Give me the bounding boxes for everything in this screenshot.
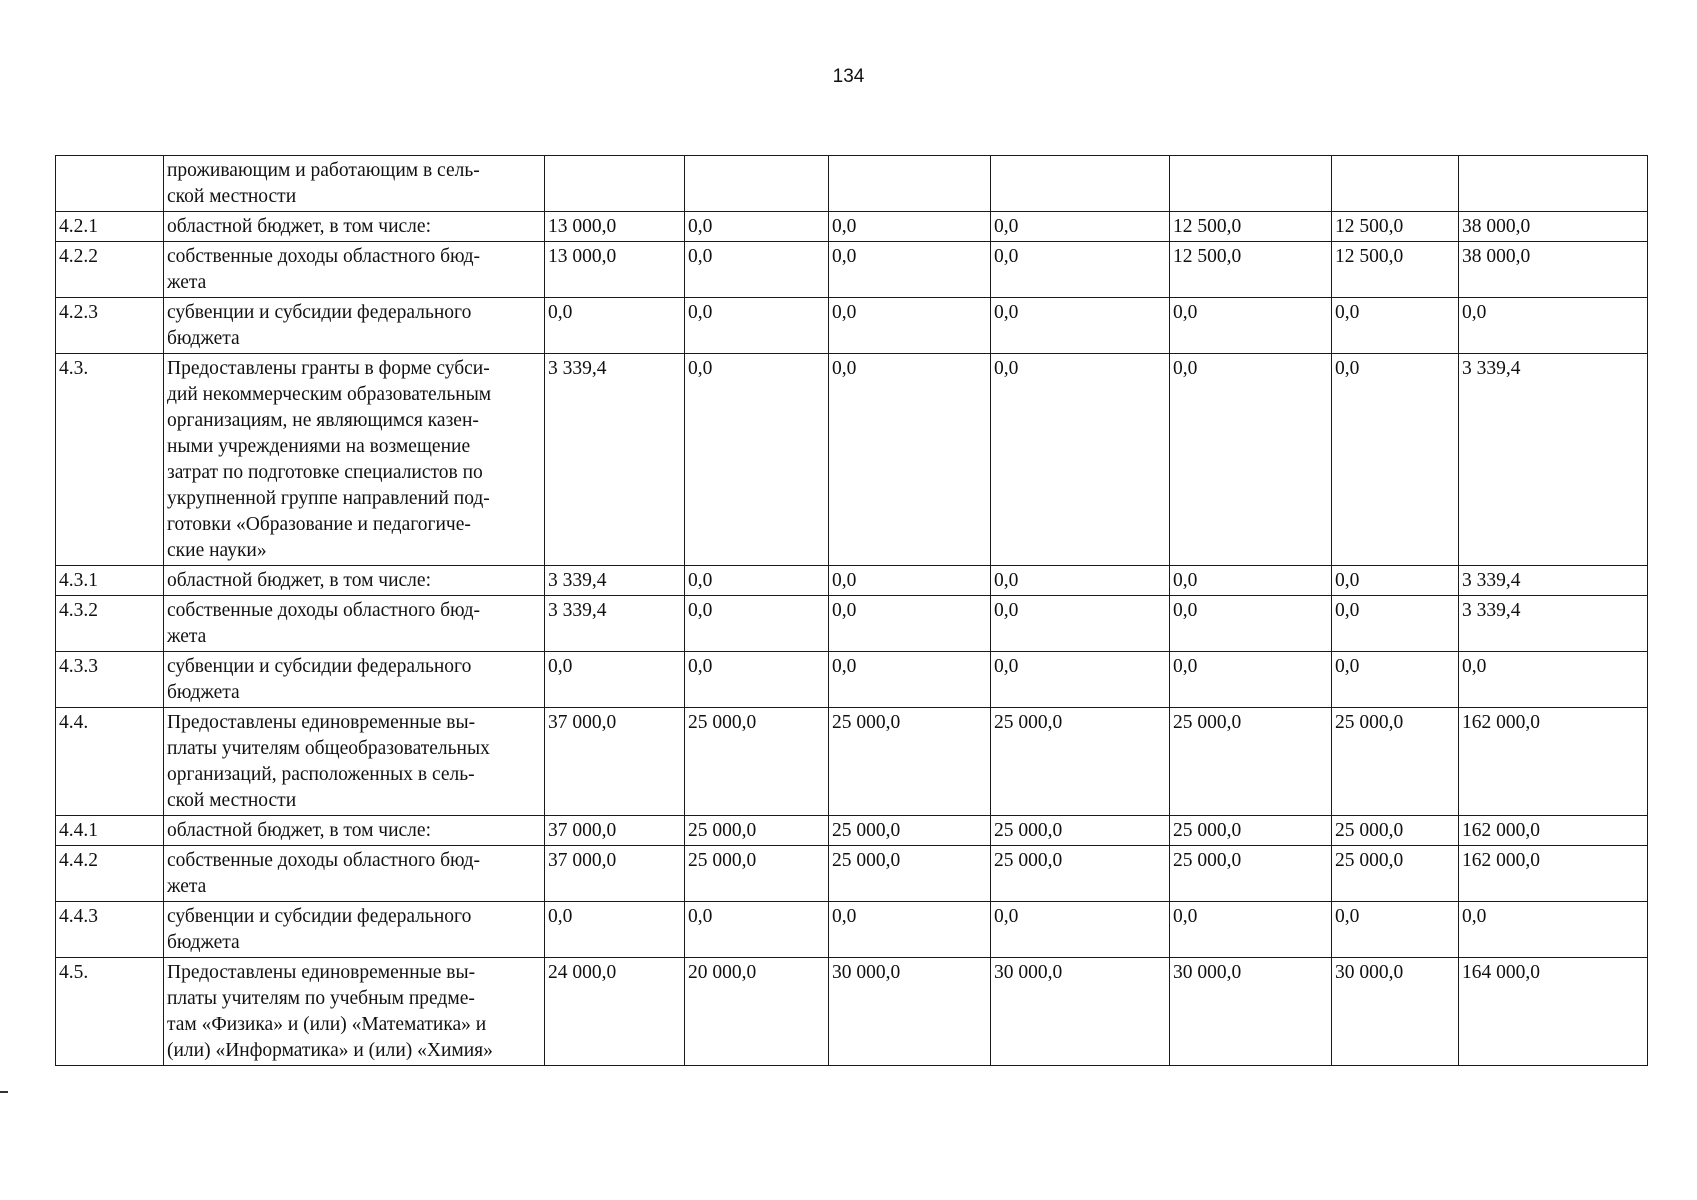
- value-cell: 37 000,0: [545, 708, 685, 816]
- value-cell: 0,0: [1170, 354, 1332, 566]
- row-description: Предоставлены единовременные вы- платы учителям по учебным предме- там «Физика» и (или) «Математика» и (или) «Информатика» и (или) «Химия»: [164, 958, 545, 1066]
- table-row: [56, 958, 1648, 1066]
- table-row: [56, 708, 1648, 816]
- value-cell: 0,0: [829, 902, 991, 958]
- value-cell: 0,0: [1332, 596, 1459, 652]
- value-cell: 30 000,0: [1170, 958, 1332, 1066]
- value-cell: 25 000,0: [1170, 708, 1332, 816]
- value-cell: 0,0: [829, 298, 991, 354]
- value-cell: 162 000,0: [1459, 846, 1648, 902]
- value-cell: 0,0: [1459, 902, 1648, 958]
- value-cell: 25 000,0: [685, 846, 829, 902]
- value-cell: 3 339,4: [545, 596, 685, 652]
- value-cell: 13 000,0: [545, 242, 685, 298]
- table-row: [56, 298, 1648, 354]
- value-cell: 0,0: [545, 298, 685, 354]
- page-number: 134: [832, 66, 865, 87]
- value-cell: 0,0: [685, 242, 829, 298]
- value-cell: 25 000,0: [1170, 816, 1332, 846]
- value-cell: 0,0: [685, 298, 829, 354]
- value-cell: 0,0: [1170, 298, 1332, 354]
- value-cell: 0,0: [991, 242, 1170, 298]
- value-cell: 0,0: [685, 652, 829, 708]
- row-description: областной бюджет, в том числе:: [164, 212, 545, 242]
- table-row: [56, 354, 1648, 566]
- value-cell: 0,0: [545, 902, 685, 958]
- value-cell: 25 000,0: [685, 816, 829, 846]
- value-cell: 30 000,0: [829, 958, 991, 1066]
- value-cell: 0,0: [1332, 652, 1459, 708]
- value-cell: 3 339,4: [1459, 354, 1648, 566]
- value-cell: 0,0: [685, 212, 829, 242]
- value-cell: 3 339,4: [545, 354, 685, 566]
- value-cell: 12 500,0: [1332, 212, 1459, 242]
- value-cell: 25 000,0: [829, 816, 991, 846]
- value-cell: 0,0: [829, 652, 991, 708]
- value-cell: [829, 156, 991, 212]
- value-cell: [991, 156, 1170, 212]
- value-cell: 0,0: [991, 354, 1170, 566]
- value-cell: 13 000,0: [545, 212, 685, 242]
- table-row: [56, 242, 1648, 298]
- row-description: собственные доходы областного бюд- жета: [164, 846, 545, 902]
- table-row: [56, 596, 1648, 652]
- value-cell: [1170, 156, 1332, 212]
- value-cell: [1459, 156, 1648, 212]
- value-cell: 12 500,0: [1170, 212, 1332, 242]
- value-cell: 3 339,4: [545, 566, 685, 596]
- value-cell: 0,0: [991, 298, 1170, 354]
- row-description: субвенции и субсидии федерального бюджета: [164, 298, 545, 354]
- row-description: Предоставлены гранты в форме субси- дий некоммерческим образовательным организациям, не являющимся казен- ными учреждениями на возмещение затрат по подготовке специалистов по укрупненной группе направлений под- готовки «Образование и педагогиче- ские науки»: [164, 354, 545, 566]
- row-code: 4.5.: [56, 958, 164, 1066]
- value-cell: 30 000,0: [1332, 958, 1459, 1066]
- value-cell: 162 000,0: [1459, 708, 1648, 816]
- budget-table: [55, 155, 1648, 1066]
- value-cell: 0,0: [685, 902, 829, 958]
- row-description: собственные доходы областного бюд- жета: [164, 242, 545, 298]
- table-row: [56, 846, 1648, 902]
- row-code: 4.2.1: [56, 212, 164, 242]
- value-cell: 0,0: [829, 354, 991, 566]
- value-cell: 0,0: [1332, 902, 1459, 958]
- value-cell: 25 000,0: [1332, 846, 1459, 902]
- value-cell: 0,0: [1170, 566, 1332, 596]
- value-cell: 0,0: [1332, 354, 1459, 566]
- table-row: [56, 902, 1648, 958]
- value-cell: 3 339,4: [1459, 566, 1648, 596]
- value-cell: 0,0: [1170, 902, 1332, 958]
- row-description: проживающим и работающим в сель- ской местности: [164, 156, 545, 212]
- row-code: 4.4.3: [56, 902, 164, 958]
- value-cell: 0,0: [1170, 652, 1332, 708]
- value-cell: 25 000,0: [1332, 708, 1459, 816]
- value-cell: 3 339,4: [1459, 596, 1648, 652]
- value-cell: 0,0: [991, 652, 1170, 708]
- value-cell: 0,0: [829, 566, 991, 596]
- row-description: областной бюджет, в том числе:: [164, 566, 545, 596]
- table-row: [56, 566, 1648, 596]
- row-description: Предоставлены единовременные вы- платы учителям общеобразовательных организаций, расположенных в сель- ской местности: [164, 708, 545, 816]
- value-cell: 0,0: [1332, 298, 1459, 354]
- table-row: [56, 816, 1648, 846]
- value-cell: 25 000,0: [829, 846, 991, 902]
- value-cell: 25 000,0: [991, 846, 1170, 902]
- table-row: [56, 156, 1648, 212]
- row-code: 4.3.: [56, 354, 164, 566]
- row-code: 4.2.3: [56, 298, 164, 354]
- row-code: 4.3.2: [56, 596, 164, 652]
- margin-dash: [0, 1091, 8, 1093]
- value-cell: 37 000,0: [545, 846, 685, 902]
- value-cell: 25 000,0: [685, 708, 829, 816]
- value-cell: 38 000,0: [1459, 212, 1648, 242]
- row-code: 4.4.2: [56, 846, 164, 902]
- table-row: [56, 652, 1648, 708]
- row-description: областной бюджет, в том числе:: [164, 816, 545, 846]
- value-cell: [545, 156, 685, 212]
- value-cell: 0,0: [1170, 596, 1332, 652]
- value-cell: 25 000,0: [829, 708, 991, 816]
- value-cell: 164 000,0: [1459, 958, 1648, 1066]
- row-code: 4.3.3: [56, 652, 164, 708]
- value-cell: 37 000,0: [545, 816, 685, 846]
- row-description: собственные доходы областного бюд- жета: [164, 596, 545, 652]
- value-cell: 0,0: [991, 212, 1170, 242]
- value-cell: 0,0: [829, 596, 991, 652]
- value-cell: 20 000,0: [685, 958, 829, 1066]
- value-cell: 0,0: [685, 596, 829, 652]
- value-cell: 12 500,0: [1170, 242, 1332, 298]
- value-cell: 0,0: [1332, 566, 1459, 596]
- value-cell: 38 000,0: [1459, 242, 1648, 298]
- value-cell: 0,0: [1459, 652, 1648, 708]
- value-cell: 24 000,0: [545, 958, 685, 1066]
- row-code: [56, 156, 164, 212]
- value-cell: 0,0: [685, 566, 829, 596]
- value-cell: 25 000,0: [1332, 816, 1459, 846]
- value-cell: 25 000,0: [991, 816, 1170, 846]
- value-cell: 12 500,0: [1332, 242, 1459, 298]
- row-code: 4.3.1: [56, 566, 164, 596]
- row-code: 4.4.: [56, 708, 164, 816]
- value-cell: 0,0: [991, 902, 1170, 958]
- table-row: [56, 212, 1648, 242]
- value-cell: 0,0: [1459, 298, 1648, 354]
- row-code: 4.4.1: [56, 816, 164, 846]
- value-cell: [685, 156, 829, 212]
- value-cell: [1332, 156, 1459, 212]
- value-cell: 0,0: [829, 212, 991, 242]
- value-cell: 162 000,0: [1459, 816, 1648, 846]
- value-cell: 0,0: [991, 566, 1170, 596]
- value-cell: 0,0: [685, 354, 829, 566]
- table-body: [56, 156, 1648, 1066]
- value-cell: 0,0: [829, 242, 991, 298]
- row-description: субвенции и субсидии федерального бюджета: [164, 652, 545, 708]
- row-description: субвенции и субсидии федерального бюджета: [164, 902, 545, 958]
- value-cell: 25 000,0: [1170, 846, 1332, 902]
- value-cell: 0,0: [545, 652, 685, 708]
- value-cell: 0,0: [991, 596, 1170, 652]
- row-code: 4.2.2: [56, 242, 164, 298]
- value-cell: 30 000,0: [991, 958, 1170, 1066]
- value-cell: 25 000,0: [991, 708, 1170, 816]
